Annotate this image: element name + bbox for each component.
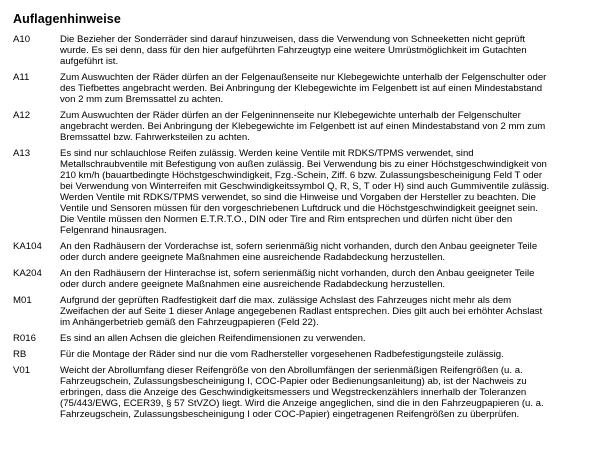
note-code: V01	[13, 365, 31, 376]
note-text: An den Radhäusern der Hinterachse ist, sofern serienmäßig nicht vorhanden, durch den Anbau geeigneter Teile oder durch andere geeignete Maßnahmen eine ausreichende Radabdeckung herzustellen.	[60, 268, 535, 290]
notes-list	[13, 34, 590, 420]
note-a12	[13, 110, 590, 143]
note-code: RB	[13, 349, 27, 360]
note-text: An den Radhäusern der Vorderachse ist, sofern serienmäßig nicht vorhanden, durch den Anbau geeigneter Teile oder durch andere geeignete Maßnahmen eine ausreichende Radabdeckung herzustellen.	[60, 241, 538, 263]
note-r016	[13, 333, 590, 344]
note-code: A11	[13, 72, 30, 83]
note-ka104	[13, 241, 590, 263]
note-code: A10	[13, 34, 31, 45]
note-text: Für die Montage der Räder sind nur die vom Radhersteller vorgesehenen Radbefestigungsteile zulässig.	[60, 349, 504, 360]
note-text: Aufgrund der geprüften Radfestigkeit darf die max. zulässige Achslast des Fahrzeuges nicht mehr als dem Zweifachen der auf Seite 1 dieser Anlage angegebenen Radlast entsprechen. Dies gilt auch bei erhöhter Achslast im Anhängerbetrieb gemäß den Fahrzeugpapieren (Feld 22).	[60, 295, 543, 328]
note-v01	[13, 365, 590, 420]
note-rb	[13, 349, 590, 360]
note-m01	[13, 295, 590, 328]
note-code: A13	[13, 148, 31, 159]
note-text: Weicht der Abrollumfang dieser Reifengröße von den Abrollumfängen der serienmäßigen Reifengrößen (u. a. Fahrzeugschein, Zulassungsbescheinigung I, COC-Papier oder Bedienungsanleitung) ab, ist der Nachweis zu erbringen, dass die Anzeige des Geschwindigkeitsmessers und Wegstreckenzählers innerhalb der Toleranzen (75/443/EWG, ECER39, § 57 StVZO) liegt. Wird die Anzeige angeglichen, sind die in den Fahrzeugpapieren (u. a. Fahrzeugschein, Zulassungsbescheinigung I oder COC-Papier) eingetragenen Reifengrößen zu überprüfen.	[60, 365, 544, 420]
note-code: A12	[13, 110, 31, 121]
note-code: R016	[13, 333, 36, 344]
note-text: Zum Auswuchten der Räder dürfen an der Felgenaußenseite nur Klebegewichte unterhalb der Felgenschulter oder des Tiefbettes angebracht werden. Bei Anbringung der Klebegewichte im Felgenbett ist auf einen Mindestabstand von 2 mm zum Bremssattel zu achten.	[60, 72, 547, 105]
note-text: Es sind nur schlauchlose Reifen zulässig. Werden keine Ventile mit RDKS/TPMS verwendet, sind Metallschraubventile mit Befestigung von außen zulässig. Bei Verwendung bis zu einer Höchstgeschwindigkeit von 210 km/h (bauartbedingte Höchstgeschwindigkeit, Fzg.-Schein, Ziff. 6 bzw. Zulassungsbescheinigung Feld T oder bei Verwendung von Winterreifen mit Geschwindigkeitssymbol Q, R, S, T oder H) sind auch Gummiventile zulässig. Werden Ventile mit RDKS/TPMS verwendet, so sind die Hinweise und Vorgaben der Hersteller zu beachten. Die Ventile und Sensoren müssen für den vorgeschriebenen Luftdruck und die Höchstgeschwindigkeit geeignet sein. Die Ventile müssen den Normen E.T.R.T.O., DIN oder Tire and Rim entsprechen und dürfen nicht über den Felgenrand hinausragen.	[60, 148, 550, 236]
note-text: Es sind an allen Achsen die gleichen Reifendimensionen zu verwenden.	[60, 333, 366, 344]
note-text: Die Bezieher der Sonderräder sind darauf hinzuweisen, dass die Verwendung von Schneeketten nicht geprüft wurde. Es sei denn, dass für den hier aufgeführten Fahrzeugtyp eine weitere Umrüstmöglichkeit im Gutachten aufgeführt ist.	[60, 34, 527, 67]
note-a11	[13, 72, 590, 105]
note-ka204	[13, 268, 590, 290]
note-code: KA104	[13, 241, 42, 252]
note-a10	[13, 34, 590, 67]
note-a13	[13, 148, 590, 236]
note-code: M01	[13, 295, 32, 306]
section-heading: Auflagenhinweise	[13, 12, 121, 26]
note-code: KA204	[13, 268, 42, 279]
note-text: Zum Auswuchten der Räder dürfen an der Felgeninnenseite nur Klebegewichte unterhalb der Felgenschulter angebracht werden. Bei Anbringung der Klebegewichte im Felgenbett ist auf einen Mindestabstand von 2 mm zum Bremssattel bzw. Fahrwerksteilen zu achten.	[60, 110, 546, 143]
